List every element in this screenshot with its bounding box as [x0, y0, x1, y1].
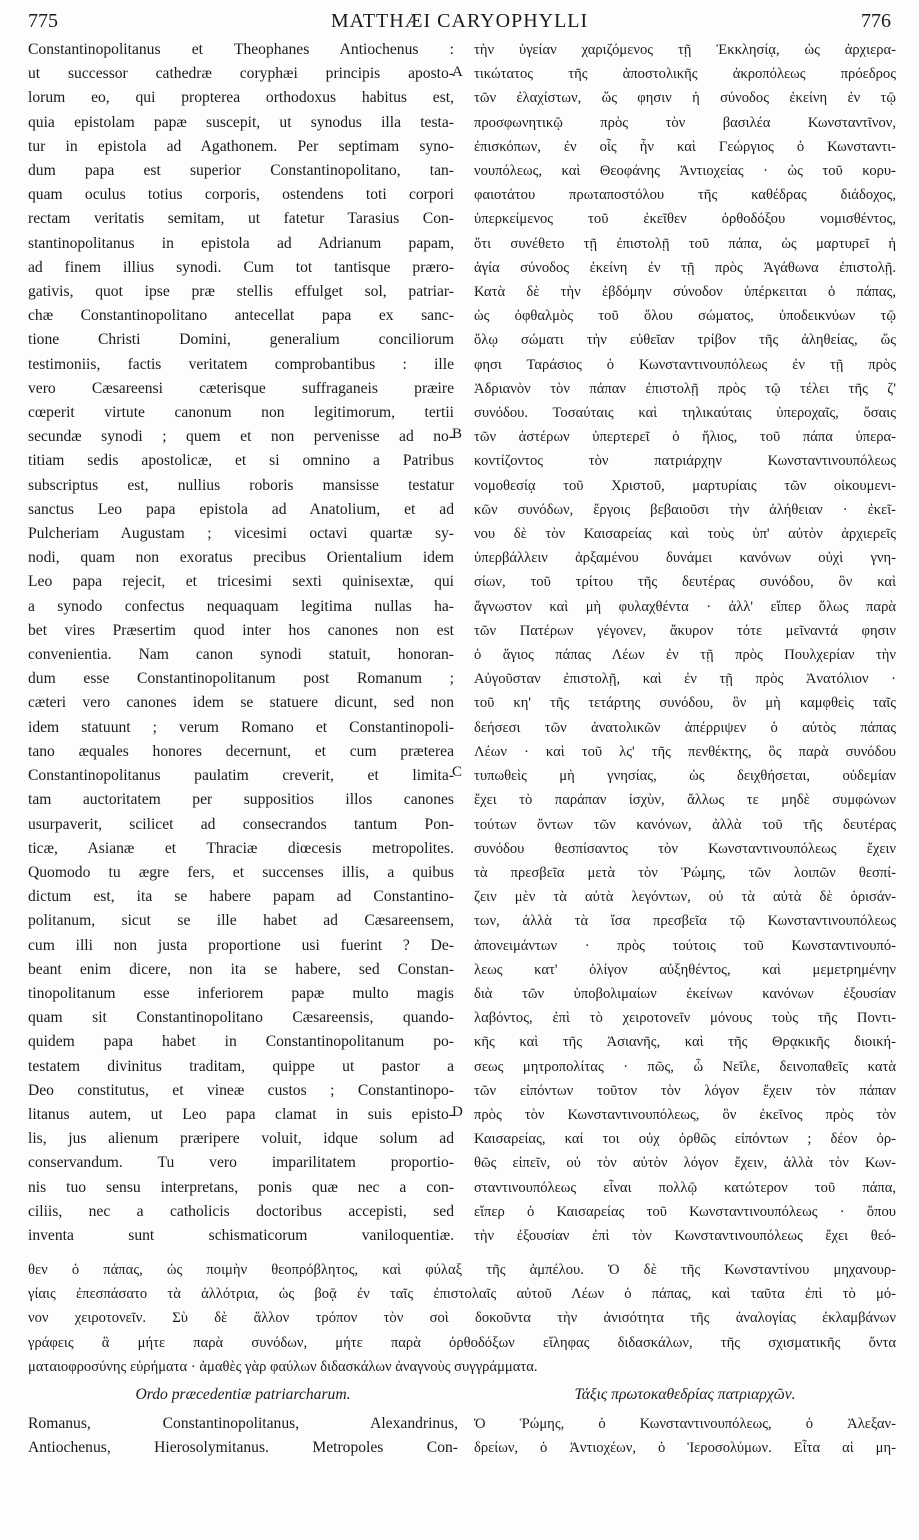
text-line: quia epistolam papæ suscepit, ut synodus illa testa-	[28, 113, 454, 131]
text-line: conservandum. Tu vero imparilitatem proportio-	[28, 1154, 454, 1172]
text-line: ἔχει τὸ παράπαν ἰσχὺν, ἄλλως τε μηδὲ συμφώνων	[474, 792, 896, 809]
running-title: MATTHÆI CARYOPHYLLI	[330, 10, 589, 32]
text-line: Καισαρείας, καί τοι οὐχ ὀρθῶς εἰπόντων ; δέον ὀρ-	[474, 1131, 896, 1148]
text-line: vero Cæsareensi cæterisque suffraganeis præire	[28, 379, 454, 397]
text-line: ζειν μὲν τὰ αὐτὰ λεγόντων, οὐ τὰ αὐτὰ δὲ ὁρισάν-	[474, 889, 896, 906]
text-line: νου δὲ τὸν Καισαρείας καὶ τοὺς ὑπ' αὐτὸν ἀρχιερεῖς	[474, 526, 896, 543]
text-line: τὴν ἐξουσίαν ἐπὶ τὸν Κωνσταντινουπόλεως ἔχει θεό-	[474, 1227, 896, 1244]
text-line: ὁ ἅγιος πάπας Λέων ἐν τῇ πρὸς Πουλχερίαν τὴν	[474, 647, 896, 664]
margin-letter-a: A	[452, 64, 463, 80]
text-line: Ἀδριανὸν τὸν πάπαν ἐπιστολῇ πρὸς τῷ τέλει τῆς ζ'	[474, 380, 896, 397]
text-line: των, ἀλλὰ τὰ ἴσα πρεσβεῖα τῷ Κωνσταντινουπόλεως	[474, 913, 896, 930]
text-line: quidem papa habet in Constantinopolitanum po-	[28, 1033, 454, 1051]
text-line: κοντίζοντος τὸν πατριάρχην Κωνσταντινουπόλεως	[474, 453, 896, 470]
text-line: lorum eo, qui propterea orthodoxus habitus est,	[28, 89, 454, 107]
text-line: inventa sunt schismaticorum vaniloquentiæ.	[28, 1226, 454, 1244]
text-line: Pulcheriam Augustam ; vicesimi octavi quartæ sy-	[28, 525, 454, 543]
text-line: idem statuunt ; verum Romano et Constantinopoli-	[28, 718, 454, 736]
text-line: φαιοτάτου πρωταποστόλου τῆς καθέδρας διάδοχος,	[474, 187, 896, 204]
text-line: dum papa est superior Constantinopolitano, tan-	[28, 162, 454, 180]
text-line: νον χειροτονεῖν. Σὺ δὲ ἄλλον τρόπον τὸν σοὶ δοκοῦντα τὴν ἀνισότητα τῆς ἀναλογίας ἐκλαμβάνων	[28, 1310, 896, 1327]
text-line: τῶν εἰπόντων τοῦτον τὸν λόγον ἔχειν τὸν πάπαν	[474, 1082, 896, 1099]
text-line: Αὐγοῦσταν ἐπιστολῇ, καὶ ἐν τῇ πρὸς Ἀνατόλιον ·	[474, 671, 896, 688]
text-line: ὑπερβάλλειν ἀρξαμένου δυνάμει κανόνων οὐχὶ γνη-	[474, 550, 896, 567]
text-line: tur in epistola ad Agathonem. Per septimam syno-	[28, 137, 454, 155]
text-line: ἀπονειμάντων · πρὸς τούτοις τοῦ Κωνσταντινουπό-	[474, 937, 896, 954]
text-line: convenientia. Nam canon synodi statuit, honoran-	[28, 646, 454, 664]
text-line: τῶν Πατέρων γέγονεν, ἄκυρον τότε μεῖναντά φησιν	[474, 622, 896, 639]
text-line: quam sit Constantinopolitano Cæsareensis, quando-	[28, 1009, 454, 1027]
text-line: ut successor cathedræ coryphæi principis aposto-	[28, 65, 454, 83]
text-line: τὰ πρεσβεῖα μετὰ τὸν Ῥώμης, τῶν λοιπῶν θεσπί-	[474, 864, 896, 881]
text-line: secundæ synodi ; quem et non pervenisse ad no-	[28, 428, 454, 446]
text-line: τούτων ὄντων τῶν κανόνων, ἀλλὰ τοῦ τῆς δευτέρας	[474, 816, 896, 833]
page-number-left: 775	[28, 10, 58, 32]
text-line: cœperit virtute canonum non legitimorum, tertii	[28, 404, 454, 422]
text-line: Κατὰ δὲ τὴν ἑβδόμην σύνοδον ὑπέρκειται ὁ πάπας,	[474, 284, 896, 301]
margin-letter-d: D	[452, 1104, 463, 1120]
text-line: σταντινουπόλεως εἶναι πολλῷ κατώτερον τοῦ πάπα,	[474, 1179, 896, 1196]
text-line: stantinopolitanus in epistola ad Adrianum papam,	[28, 234, 454, 252]
text-line: tano æquales honores decernunt, et cum præterea	[28, 742, 454, 760]
text-line: θῶς εἰπεῖν, οὐ τὸν αὐτὸν λόγον ἔχειν, ἀλλὰ τὸν Κων-	[474, 1155, 896, 1172]
text-line: ἐπισκόπων, ἐν οἷς ἦν καὶ Γεώργιος ὁ Κωνσταντι-	[474, 138, 896, 155]
text-line: tam auctoritatem per suppositios illos canones	[28, 791, 454, 809]
latin-section-body	[28, 1412, 458, 1460]
text-line: beant enim dicere, non ita se habere, sed Constan-	[28, 960, 454, 978]
text-line: cum illi non justa proportione usi fuerint ? De-	[28, 936, 454, 954]
text-line: λεως κατ' ὀλίγον αὐξηθέντος, καὶ μεμετρημένην	[474, 961, 896, 978]
text-line: Deo constitutus, et vineæ custos ; Constantinopo-	[28, 1081, 454, 1099]
text-line: εἴπερ ὁ Καισαρείας τοῦ Κωνσταντινουπόλεως · ὅπου	[474, 1203, 896, 1220]
text-line: ὅτι συνέθετο τῇ ἐπιστολῇ τοῦ πάπα, ὡς μαρτυρεῖ ἡ	[474, 235, 896, 252]
text-line: Constantinopolitanus paulatim creverit, et limita-	[28, 767, 454, 785]
text-line: Λέων · καὶ τοῦ λς' τῆς πενθέκτης, ὃς παρὰ συνόδου	[474, 743, 896, 760]
text-line: gativis, quot ipse præ stellis effulget sol, patriar-	[28, 283, 454, 301]
text-line: titiam sedis apostolicæ, et si omnino a Patribus	[28, 452, 454, 470]
text-line: πρὸς τὸν Κωνσταντινουπόλεως, ὃν ἐκεῖνος πρὸς τὸν	[474, 1106, 896, 1123]
text-line: cæteri vero canones idem se statuere dicunt, sed non	[28, 694, 454, 712]
text-line: litanus autem, ut Leo papa clamat in suis episto-	[28, 1105, 454, 1123]
text-line: γράφεις ἃ μήτε παρὰ συνόδων, μήτε παρὰ ὀρθοδόξων εἴληφας διδασκάλων, τῆς σχισματικῆς ὄντα	[28, 1334, 896, 1351]
text-line: κῶν συνόδων, ἔργοις βεβαιοῦσι τὴν ἀλήθειαν · ἐκεῖ-	[474, 501, 896, 518]
text-line: usurpaverit, scilicet ad consecrandos tantum Pon-	[28, 815, 454, 833]
text-line: Ὁ Ῥώμης, ὁ Κωνσταντινουπόλεως, ὁ Ἀλεξαν-	[474, 1416, 896, 1432]
text-line: δρείων, ὁ Ἀντιοχέων, ὁ Ἱεροσολύμων. Εἶτα αἱ μη-	[474, 1440, 896, 1457]
greek-section-title: Τάξις πρωτοκαθεδρίας πατριαρχῶν.	[574, 1386, 796, 1403]
text-line: προσφωνητικῷ πρὸς τὸν βασιλέα Κωνσταντῖνον,	[474, 114, 896, 131]
text-line: σίων, τοῦ τρίτου τῆς δευτέρας συνόδου, ὃν καὶ	[474, 574, 896, 591]
text-line: συνόδου θεσπίσαντος τὸν Κωνσταντινουπόλεως ἔχειν	[474, 840, 896, 857]
text-line: δεήσεσι τῶν ἀνατολικῶν ἀπέρριψεν ὁ αὐτὸς πάπας	[474, 719, 896, 736]
text-line: τυπωθεὶς μὴ γνησίας, ὡς δειχθήσεται, οὐδεμίαν	[474, 768, 896, 785]
full-width-greek-text	[28, 1258, 896, 1379]
text-line: politanum, sicut se ille habet ad Cæsareensem,	[28, 912, 454, 930]
text-line: chæ Constantinopolitano antecellat papa ex sanc-	[28, 307, 454, 325]
text-line: ἁγία σύνοδος ἐκείνη ἐν τῇ πρὸς Ἀγάθωνα ἐπιστολῇ.	[474, 259, 896, 276]
running-header	[0, 10, 919, 36]
margin-letter-c: C	[452, 764, 463, 780]
greek-section-body	[474, 1412, 896, 1460]
text-line: θεν ὁ πάπας, ὡς ποιμὴν θεοπρόβλητος, καὶ φύλαξ τῆς ἀμπέλου. Ὁ δὲ τῆς Κωνσταντίνου μηχανουρ-	[28, 1262, 896, 1278]
text-line: λαβόντος, ἐπὶ τὸ χειροτονεῖν μόνους τοὺς τῆς Ποντι-	[474, 1010, 896, 1027]
margin-letter-b: B	[452, 426, 463, 442]
latin-section-title: Ordo præcedentiæ patriarcharum.	[135, 1386, 351, 1403]
text-line: dum esse Constantinopolitanum post Romanum ;	[28, 670, 454, 688]
text-line: rectam veritatis semitam, ut fatetur Tarasius Con-	[28, 210, 454, 228]
text-line: testimoniis, factis veritatem comprobantibus : ille	[28, 355, 454, 373]
text-line: νομοθεσίᾳ τοῦ Χριστοῦ, μαρτυρίαις τῶν οἰκουμενι-	[474, 477, 896, 494]
text-line: subscriptus est, nullius roboris mansisse testatur	[28, 476, 454, 494]
text-line: bet vires Præsertim quod inter hos canones non est	[28, 621, 454, 639]
latin-column	[28, 38, 454, 1248]
page-number-right: 776	[861, 10, 891, 32]
text-line: γίαις ἐπεσπάσατο τὰ ἀλλότρια, ὡς βοᾷ ἐν ταῖς ἐπιστολαῖς αὐτοῦ Λέων ὁ πάπας, καὶ ταῦτα ἐπὶ τὸ μό-	[28, 1286, 896, 1303]
text-line: τικώτατος τῆς ἀποστολικῆς ἀκροπόλεως πρόεδρος	[474, 66, 896, 83]
text-line: tinopolitanum esse inferiorem papæ multo magis	[28, 984, 454, 1002]
text-line: sanctus Leo papa epistola ad Anatolium, et ad	[28, 500, 454, 518]
text-line: ὑπερκείμενος τοῦ ἐκεῖθεν ὀρθοδόξου νομισθέντος,	[474, 211, 896, 228]
text-line: Romanus, Constantinopolitanus, Alexandrinus,	[28, 1415, 458, 1432]
text-line: ὅλῳ σώματι τὴν εὐθεῖαν τρίβον τῆς ἀληθείας, ὥς	[474, 332, 896, 349]
text-line: a synodo confectus nequaquam legitima nullas ha-	[28, 597, 454, 615]
text-line: ad finem illius synodi. Cum tot tantisque præro-	[28, 258, 454, 276]
text-line: tione Christi Domini, generalium conciliorum	[28, 331, 454, 349]
text-line: κῆς καὶ τῆς Ἀσιανῆς, καὶ τῆς Θρᾳκικῆς διοική-	[474, 1034, 896, 1051]
text-line: quam oculus totius corporis, ostendens toti corpori	[28, 186, 454, 204]
text-line: Quomodo tu ægre fers, et succenses illis, a quibus	[28, 863, 454, 881]
text-line: dictum est, ita se habere papam ad Constantino-	[28, 888, 454, 906]
text-line: διὰ τῶν ὑποβολιμαίων ἐκείνων κανόνων ἐξουσίαν	[474, 985, 896, 1002]
text-line: τοῦ κη' τῆς τετάρτης συνόδου, ὃν μὴ καμφθεὶς ταῖς	[474, 695, 896, 712]
text-line: testatem divinitus traditam, quippe ut pastor a	[28, 1057, 454, 1075]
text-line: ὡς ὀφθαλμὸς τοῦ ὅλου σώματος, ὑποδεικνύων τῷ	[474, 308, 896, 325]
text-line: nodi, quam non exoratus precibus Orientalium idem	[28, 549, 454, 567]
text-line: ματαιοφροσύνης εὑρήματα · ἀμαθὲς γὰρ φαύλων διδασκάλων ἀναγνοὺς συγγράμματα.	[28, 1358, 538, 1375]
text-line: Antiochenus, Hierosolymitanus. Metropoles Con-	[28, 1439, 458, 1457]
text-line: nis tuo sensu interpretans, ponis quæ nec a con-	[28, 1178, 454, 1196]
text-line: ciliis, nec a catholicis doctoribus accepisti, sed	[28, 1202, 454, 1220]
text-line: lis, jus alienum præripere voluit, idque solum ad	[28, 1130, 454, 1148]
text-line: φησι Ταράσιος ὁ Κωνσταντινουπόλεως ἐν τῇ πρὸς	[474, 356, 896, 373]
text-line: Constantinopolitanus et Theophanes Antiochenus :	[28, 41, 454, 58]
text-line: Leo papa rejecit, et tricesimi sexti quinisextæ, qui	[28, 573, 454, 591]
text-line: τῶν ἀστέρων ὑπερτερεῖ ὁ ἥλιος, τοῦ πάπα ὑπερα-	[474, 429, 896, 446]
text-line: τὴν ὑγείαν χαριζόμενος τῇ Ἐκκλησίᾳ, ὡς ἀρχιερα-	[474, 42, 896, 58]
greek-column	[474, 38, 896, 1248]
text-line: ἄγνωστον καὶ μὴ φυλαχθέντα · ἀλλ' εἴπερ ὅλως παρὰ	[474, 598, 896, 615]
text-line: τῶν ἐλαχίστων, ὥς φησιν ἡ σύνοδος ἐκείνη ἐν τῷ	[474, 90, 896, 107]
text-line: ticæ, Asianæ et Thraciæ diœcesis metropolites.	[28, 839, 454, 857]
text-line: συνόδου. Τοσαύταις καὶ τηλικαύταις ὑπεροχαῖς, ὅσαις	[474, 405, 896, 422]
text-line: σεως μητροπολίτας · πῶς, ὦ Νεῖλε, δεινοπαθεῖς κατὰ	[474, 1058, 896, 1075]
text-line: νουπόλεως, καὶ Θεοφάνης Ἀντιοχείας · ὡς τοῦ κορυ-	[474, 163, 896, 180]
